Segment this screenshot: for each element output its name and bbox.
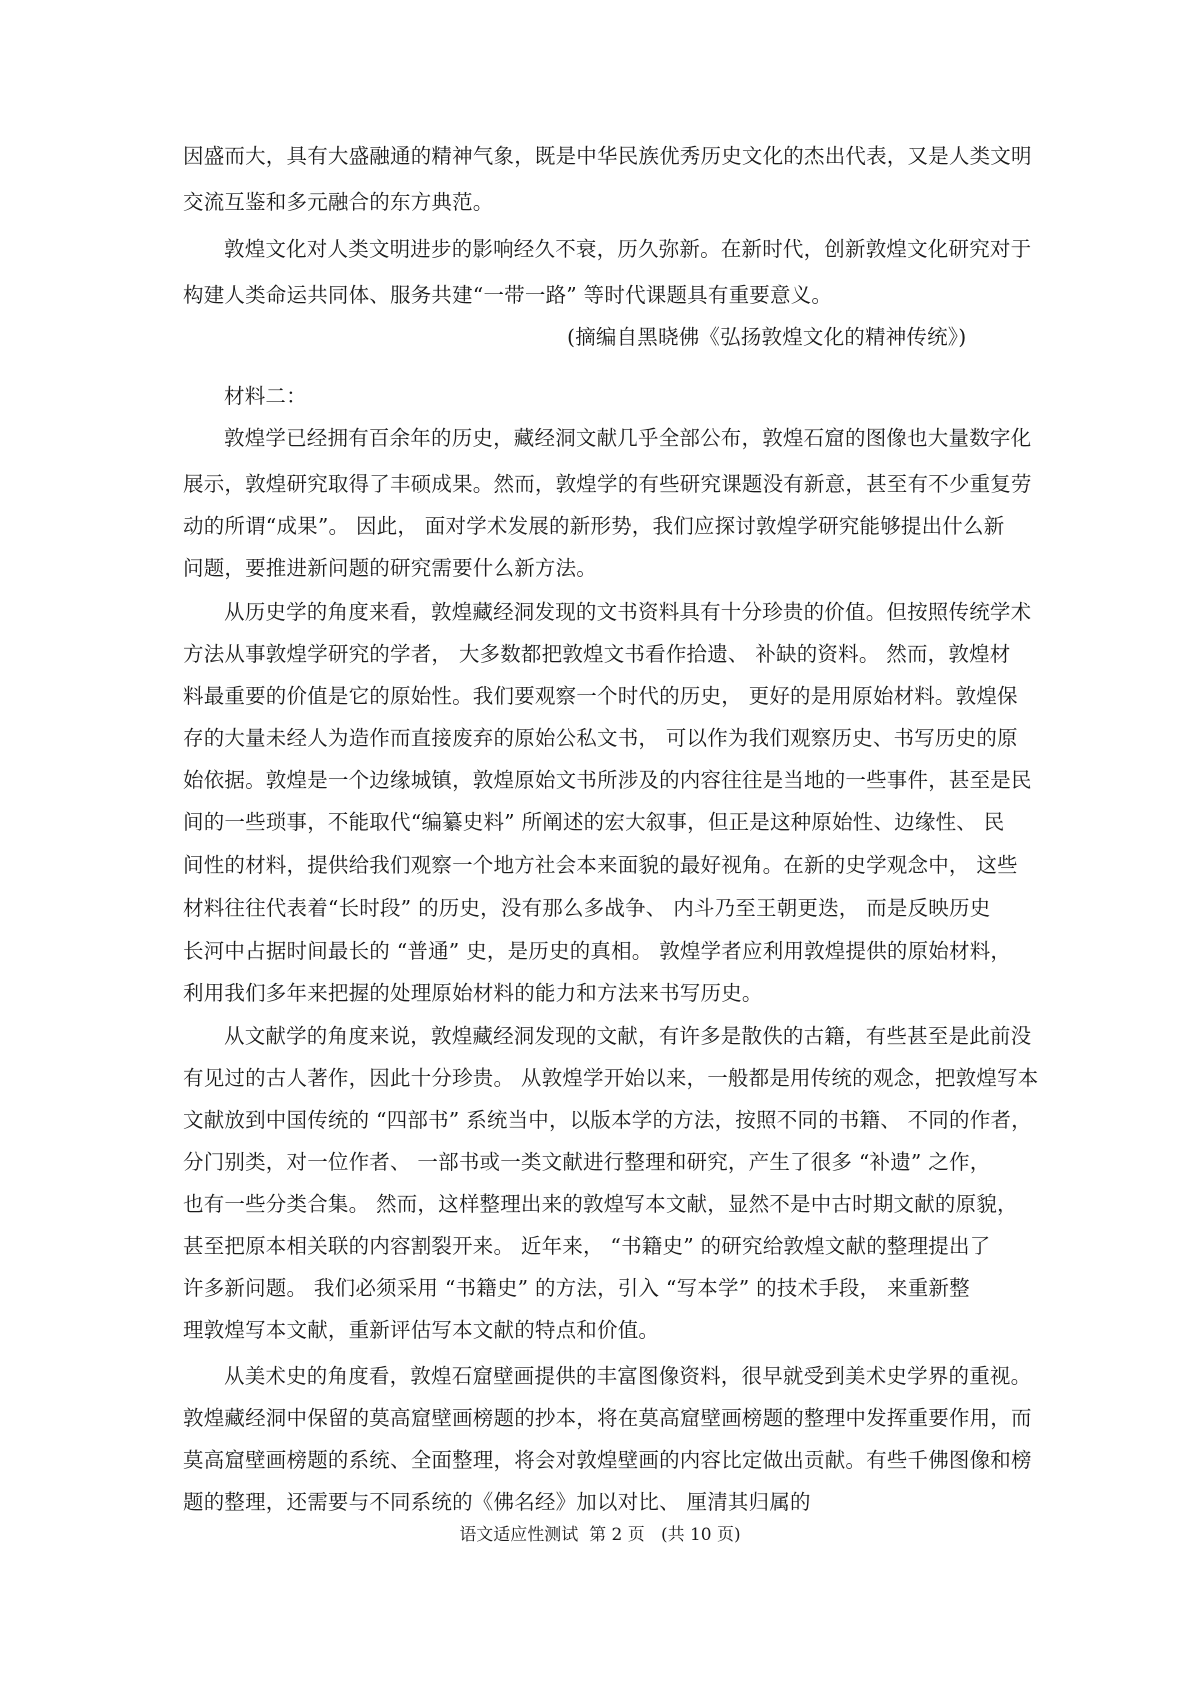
text-line: 理敦煌写本文献，重新评估写本文献的特点和价值。 [183,1318,660,1342]
text-line: 长河中占据时间最长的 “普通” 史，是历史的真相。 敦煌学者应利用敦煌提供的原始材料， [183,939,1012,963]
text-line: 从历史学的角度来看，敦煌藏经洞发现的文书资料具有十分珍贵的价值。但按照传统学术 [224,600,1032,624]
text-line: 问题，要推进新问题的研究需要什么新方法。 [183,556,597,580]
text-line: 分门别类，对一位作者、 一部书或一类文献进行整理和研究，产生了很多 “补遗” 之作， [183,1150,991,1174]
text-line: 文献放到中国传统的 “四部书” 系统当中，以版本学的方法，按照不同的书籍、 不同的作者， [183,1108,1032,1132]
text-line: 展示，敦煌研究取得了丰硕成果。然而，敦煌学的有些研究课题没有新意，甚至有不少重复劳 [183,472,1032,496]
text-line: 莫高窟壁画榜题的系统、全面整理，将会对敦煌壁画的内容比定做出贡献。有些千佛图像和榜 [183,1448,1032,1472]
text-line: 因盛而大，具有大盛融通的精神气象，既是中华民族优秀历史文化的杰出代表，又是人类文明 [183,144,1032,168]
text-line: 有见过的古人著作，因此十分珍贵。 从敦煌学开始以来，一般都是用传统的观念，把敦煌写本 [183,1066,1039,1090]
text-line: 动的所谓“成果”。 因此， 面对学术发展的新形势，我们应探讨敦煌学研究能够提出什么新 [183,514,1005,538]
text-line: 构建人类命运共同体、服务共建“一带一路” 等时代课题具有重要意义。 [183,283,833,307]
text-line: 间的一些琐事，不能取代“编纂史料” 所阐述的宏大叙事，但正是这种原始性、边缘性、 民 [183,810,1005,834]
text-line: 敦煌学已经拥有百余年的历史，藏经洞文献几乎全部公布，敦煌石窟的图像也大量数字化 [224,426,1032,450]
text-line: 甚至把原本相关联的内容割裂开来。 近年来， “书籍史” 的研究给敦煌文献的整理提出了 [183,1234,991,1258]
text-line: 从美术史的角度看，敦煌石窟壁画提供的丰富图像资料，很早就受到美术史学界的重视。 [224,1364,1032,1388]
text-line: 许多新问题。 我们必须采用 “书籍史” 的方法，引入 “写本学” 的技术手段， 来重新整 [183,1276,970,1300]
text-line: 材料往往代表着“长时段” 的历史，没有那么多战争、 内斗乃至王朝更迭， 而是反映历史 [183,896,991,920]
text-line: 利用我们多年来把握的处理原始材料的能力和方法来书写历史。 [183,981,763,1005]
citation: (摘编自黑晓佛《弘扬敦煌文化的精神传统》) [567,325,967,349]
text-line: 交流互鉴和多元融合的东方典范。 [183,190,494,214]
text-line: 始依据。敦煌是一个边缘城镇，敦煌原始文书所涉及的内容往往是当地的一些事件，甚至是民 [183,768,1032,792]
text-line: 存的大量未经人为造作而直接废弃的原始公私文书， 可以作为我们观察历史、书写历史的原 [183,726,1018,750]
page-footer: 语文适应性测试 第 2 页 (共 10 页) [459,1525,741,1545]
text-line: 从文献学的角度来说，敦煌藏经洞发现的文献，有许多是散佚的古籍，有些甚至是此前没 [224,1024,1032,1048]
text-line: 方法从事敦煌学研究的学者， 大多数都把敦煌文书看作拾遗、 补缺的资料。 然而，敦煌材 [183,642,1011,666]
text-line: 间性的材料，提供给我们观察一个地方社会本来面貌的最好视角。在新的史学观念中， 这些 [183,853,1018,877]
text-line: 敦煌文化对人类文明进步的影响经久不衰，历久弥新。在新时代，创新敦煌文化研究对于 [224,237,1032,261]
section-heading: 材料二： [224,384,307,408]
text-line: 也有一些分类合集。 然而，这样整理出来的敦煌写本文献，显然不是中古时期文献的原貌， [183,1192,1018,1216]
text-line: 题的整理，还需要与不同系统的《佛名经》加以对比、 厘清其归属的 [183,1490,811,1514]
text-line: 敦煌藏经洞中保留的莫高窟壁画榜题的抄本，将在莫高窟壁画榜题的整理中发挥重要作用，而 [183,1406,1032,1430]
text-line: 料最重要的价值是它的原始性。我们要观察一个时代的历史， 更好的是用原始材料。敦煌保 [183,684,1018,708]
